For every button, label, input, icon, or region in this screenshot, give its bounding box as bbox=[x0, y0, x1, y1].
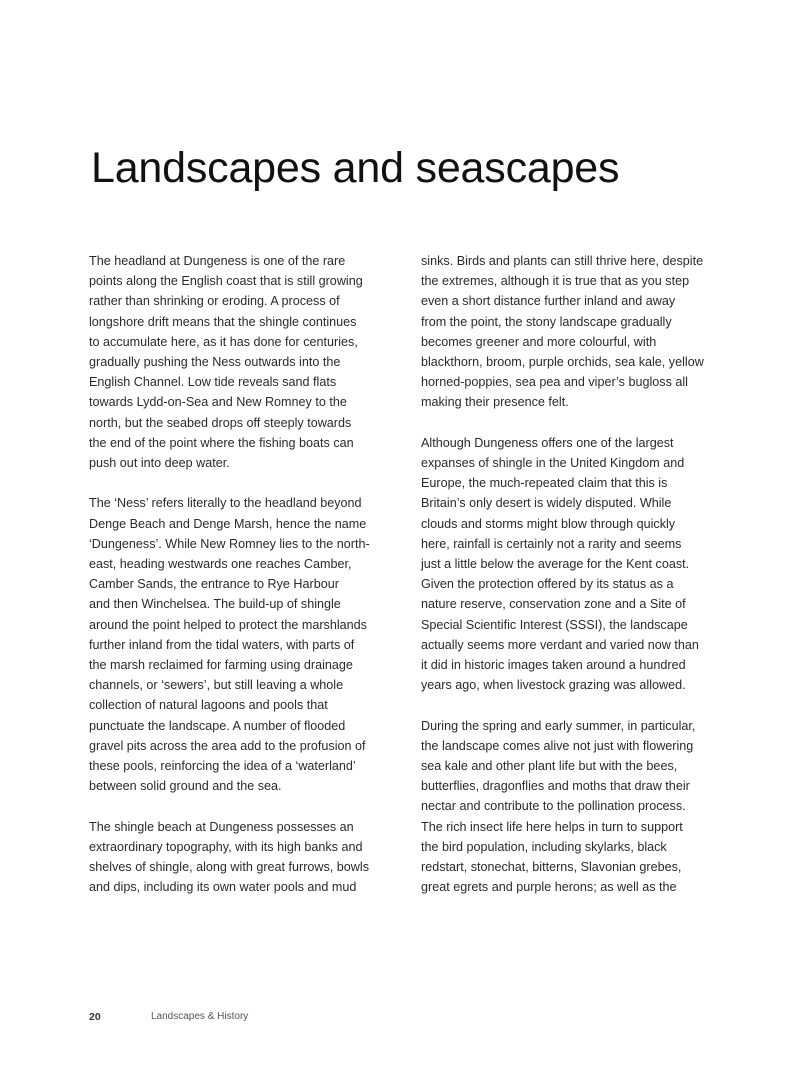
text-line: The headland at Dungeness is one of the rare bbox=[89, 254, 346, 268]
text-line: around the point helped to protect the marshlands bbox=[89, 617, 367, 632]
text-line: the extremes, although it is true that as you step bbox=[421, 274, 690, 289]
text-line: Given the protection offered by its status as a bbox=[421, 577, 674, 592]
text-line: clouds and storms might blow through quickly bbox=[421, 516, 676, 531]
body-paragraph bbox=[421, 433, 726, 696]
text-line: great egrets and purple herons; as well as the bbox=[421, 880, 677, 895]
text-line: here, rainfall is certainly not a rarity and seems bbox=[421, 536, 682, 551]
text-line: points along the English coast that is still growing bbox=[89, 274, 363, 289]
text-line: longshore drift means that the shingle continues bbox=[89, 314, 357, 329]
text-line: sinks. Birds and plants can still thrive here, despite bbox=[421, 254, 704, 268]
text-line: The shingle beach at Dungeness possesses an bbox=[89, 819, 354, 834]
text-line: Europe, the much-repeated claim that this is bbox=[421, 476, 668, 491]
body-paragraph bbox=[89, 493, 389, 796]
text-line: and dips, including its own water pools and mud bbox=[89, 880, 357, 895]
text-line: expanses of shingle in the United Kingdom and bbox=[421, 456, 685, 471]
text-line: The rich insect life here helps in turn to support bbox=[421, 819, 683, 834]
text-line: ‘Dungeness’. While New Romney lies to the north- bbox=[89, 536, 370, 551]
text-line: years ago, when livestock grazing was allowed. bbox=[421, 678, 686, 693]
text-line: between solid ground and the sea. bbox=[89, 779, 282, 794]
text-line: gravel pits across the area add to the profusion of bbox=[89, 738, 366, 753]
text-line: horned-poppies, sea pea and viper’s bugloss all bbox=[421, 375, 688, 390]
body-paragraph bbox=[89, 251, 389, 473]
text-line: these pools, reinforcing the idea of a ‘waterland’ bbox=[89, 759, 356, 774]
text-line: push out into deep water. bbox=[89, 456, 230, 471]
body-paragraph bbox=[421, 716, 726, 898]
text-line: the landscape comes alive not just with flowering bbox=[421, 738, 694, 753]
text-line: punctuate the landscape. A number of flooded bbox=[89, 718, 346, 733]
text-line: and then Winchelsea. The build-up of shingle bbox=[89, 597, 341, 612]
right-text-column bbox=[421, 251, 726, 918]
text-line: Although Dungeness offers one of the largest bbox=[421, 435, 674, 450]
body-paragraph bbox=[421, 251, 726, 413]
text-line: channels, or ‘sewers’, but still leaving a whole bbox=[89, 678, 344, 693]
text-line: blackthorn, broom, purple orchids, sea kale, yellow bbox=[421, 355, 704, 370]
text-line: even a short distance further inland and away bbox=[421, 294, 676, 309]
text-line: During the spring and early summer, in particular, bbox=[421, 718, 696, 733]
text-line: collection of natural lagoons and pools that bbox=[89, 698, 328, 713]
text-line: actually seems more verdant and varied now than bbox=[421, 637, 699, 652]
text-line: north, but the seabed drops off steeply towards bbox=[89, 415, 352, 430]
text-line: rather than shrinking or eroding. A process of bbox=[89, 294, 340, 309]
text-line: Britain’s only desert is widely disputed. While bbox=[421, 496, 672, 511]
text-line: The ‘Ness’ refers literally to the headland beyond bbox=[89, 496, 362, 511]
text-line: Camber Sands, the entrance to Rye Harbour bbox=[89, 577, 339, 592]
text-line: east, heading westwards one reaches Camber, bbox=[89, 557, 352, 572]
text-line: redstart, stonechat, bitterns, Slavonian grebes, bbox=[421, 860, 682, 875]
text-line: nature reserve, conservation zone and a Site of bbox=[421, 597, 686, 612]
text-line: Special Scientific Interest (SSSI), the landscape bbox=[421, 617, 688, 632]
text-line: English Channel. Low tide reveals sand flats bbox=[89, 375, 337, 390]
text-line: sea kale and other plant life but with the bees, bbox=[421, 759, 678, 774]
text-line: Denge Beach and Denge Marsh, hence the name bbox=[89, 516, 367, 531]
body-paragraph bbox=[89, 817, 389, 898]
running-title: Landscapes & History bbox=[151, 1011, 249, 1022]
page-number: 20 bbox=[89, 1011, 101, 1023]
text-line: further inland from the tidal waters, with parts of bbox=[89, 637, 355, 652]
text-line: extraordinary topography, with its high banks and bbox=[89, 839, 363, 854]
text-line: the bird population, including skylarks, black bbox=[421, 839, 667, 854]
text-line: towards Lydd-on-Sea and New Romney to the bbox=[89, 395, 347, 410]
page-title: Landscapes and seascapes bbox=[91, 144, 620, 192]
text-line: the end of the point where the fishing boats can bbox=[89, 435, 354, 450]
text-line: making their presence felt. bbox=[421, 395, 569, 410]
text-line: to accumulate here, as it has done for centuries, bbox=[89, 334, 358, 349]
text-line: gradually pushing the Ness outwards into the bbox=[89, 355, 341, 370]
text-line: the marsh reclaimed for farming using drainage bbox=[89, 658, 353, 673]
text-line: becomes greener and more colourful, with bbox=[421, 334, 657, 349]
text-line: from the point, the stony landscape gradually bbox=[421, 314, 672, 329]
left-text-column bbox=[89, 251, 389, 918]
text-line: it did in historic images taken around a hundred bbox=[421, 658, 686, 673]
text-line: shelves of shingle, along with great furrows, bowls bbox=[89, 860, 370, 875]
text-line: just a little below the average for the Kent coast. bbox=[421, 557, 690, 572]
text-line: butterflies, dragonflies and moths that draw their bbox=[421, 779, 690, 794]
text-line: nectar and contribute to the pollination process. bbox=[421, 799, 686, 814]
